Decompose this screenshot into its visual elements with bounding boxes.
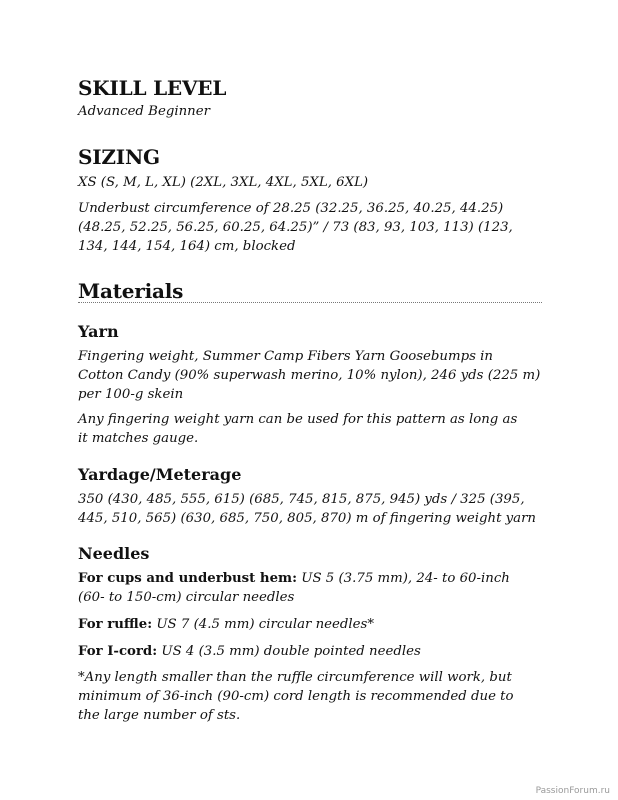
sizing-sizes: XS (S, M, L, XL) (2XL, 3XL, 4XL, 5XL, 6XL) bbox=[78, 175, 369, 190]
yarn-note: Any fingering weight yarn can be used for this pattern as long as it matches gauge. bbox=[78, 412, 518, 446]
materials-heading: Materials bbox=[78, 279, 184, 303]
needles-ruffle-label: For ruffle: bbox=[78, 617, 153, 632]
sizing-heading: SIZING bbox=[78, 145, 160, 169]
needles-cups-value: US 5 (3.75 mm), 24- to 60-inch (60- to 150-cm) circular needles bbox=[78, 571, 510, 605]
watermark-text: PassionForum.ru bbox=[535, 786, 610, 796]
yardage-heading: Yardage/Meterage bbox=[78, 465, 242, 484]
yardage-value: 350 (430, 485, 555, 615) (685, 745, 815, 875, 945) yds / 325 (395, 445, 510, 565) (630, 685, 750, 805, 870) m of fingering weight yarn bbox=[78, 492, 536, 526]
needles-ruffle-value: US 7 (4.5 mm) circular needles* bbox=[156, 617, 375, 632]
skill-level-heading: SKILL LEVEL bbox=[78, 76, 227, 100]
yarn-heading: Yarn bbox=[78, 322, 119, 341]
skill-level-value: Advanced Beginner bbox=[78, 104, 210, 119]
sizing-underbust: Underbust circumference of 28.25 (32.25, 36.25, 40.25, 44.25) (48.25, 52.25, 56.25, 60.25, 64.25)” / 73 (83, 93, 103, 113) (123, 134, 144, 154, 164) cm, blocked bbox=[78, 201, 513, 254]
needles-heading: Needles bbox=[78, 544, 150, 563]
needles-icord-label: For I-cord: bbox=[78, 644, 158, 659]
needles-cups bbox=[78, 569, 540, 607]
materials-divider bbox=[78, 302, 542, 303]
needles-icord bbox=[78, 642, 540, 661]
needles-cups-label: For cups and underbust hem: bbox=[78, 571, 298, 586]
needles-ruffle bbox=[78, 615, 540, 634]
yarn-description: Fingering weight, Summer Camp Fibers Yarn Goosebumps in Cotton Candy (90% superwash merino, 10% nylon), 246 yds (225 m) per 100-g skein bbox=[78, 349, 541, 402]
needles-icord-value: US 4 (3.5 mm) double pointed needles bbox=[161, 644, 421, 659]
needles-footnote: *Any length smaller than the ruffle circumference will work, but minimum of 36-inch (90-cm) cord length is recommended due to the large number of sts. bbox=[78, 670, 514, 723]
